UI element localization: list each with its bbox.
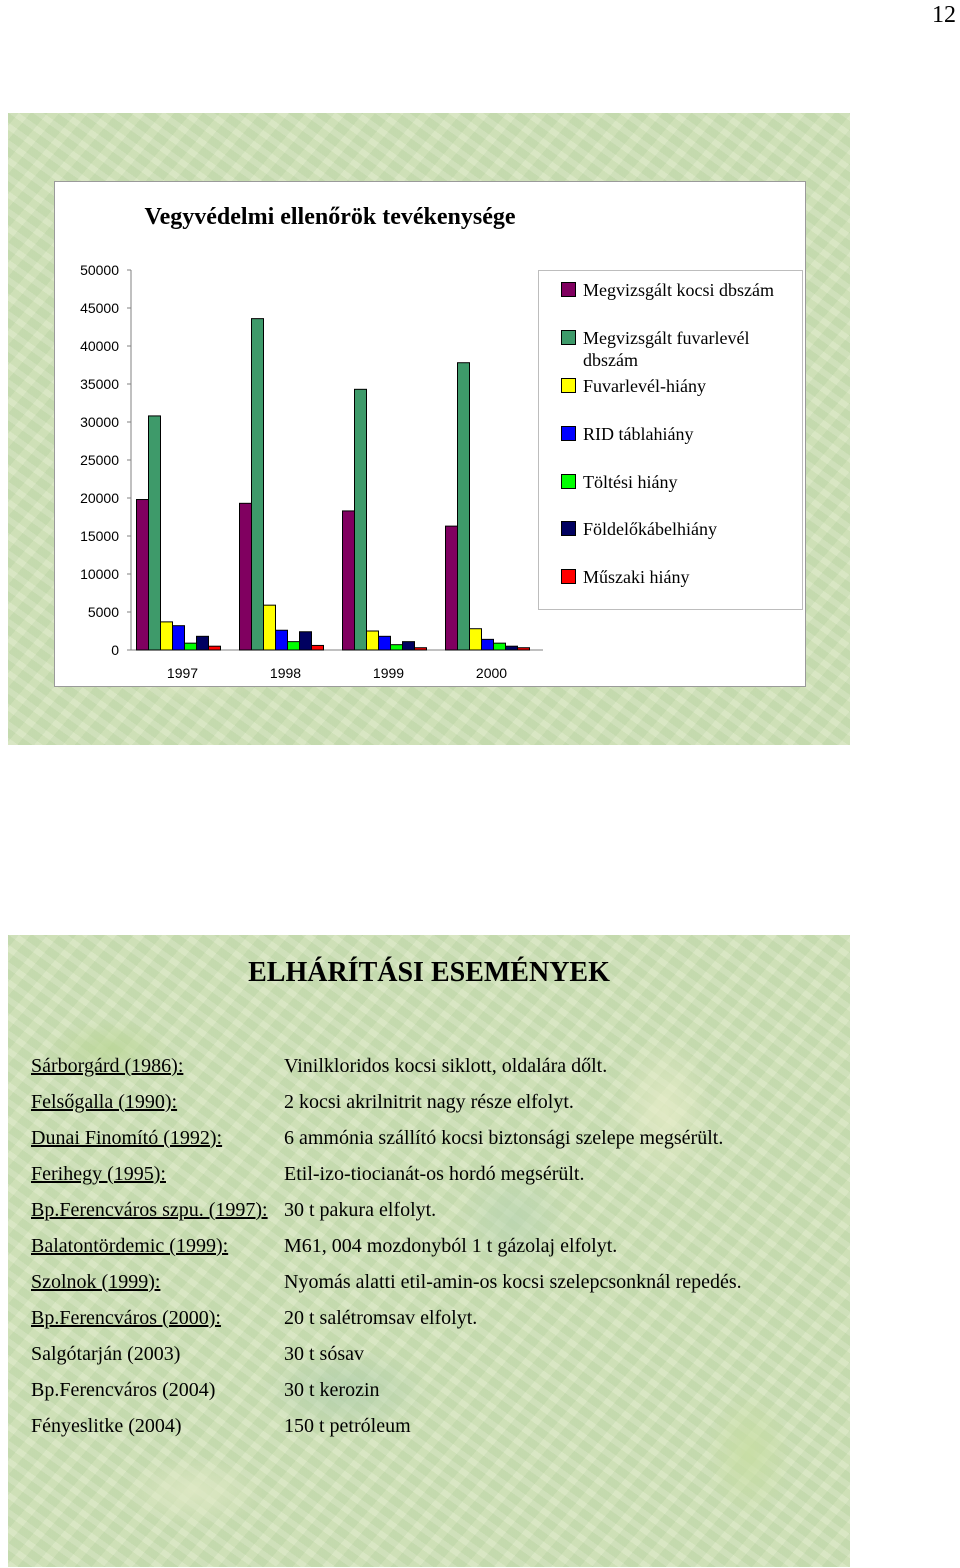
y-tick-label: 35000 [80, 376, 119, 392]
y-tick-label: 20000 [80, 490, 119, 506]
bar [355, 389, 367, 650]
y-tick-label: 30000 [80, 414, 119, 430]
event-place: Felsőgalla (1990): [31, 1091, 178, 1113]
page-number: 12 [932, 2, 956, 28]
x-tick-label: 1999 [372, 665, 405, 681]
bar [312, 645, 324, 650]
bar [343, 511, 355, 650]
bar [149, 416, 161, 650]
event-description: Nyomás alatti etil-amin-os kocsi szelepcsonknál repedés. [284, 1271, 742, 1293]
event-place: Bp.Ferencváros szpu. (1997): [31, 1199, 268, 1221]
bar [379, 636, 391, 650]
chart-title: Vegyvédelmi ellenőrök tevékenysége [144, 204, 516, 230]
bar [185, 643, 197, 650]
chart-legend [538, 270, 803, 610]
bar [240, 503, 252, 650]
event-place: Szolnok (1999): [31, 1271, 161, 1293]
event-description: 20 t salétromsav elfolyt. [284, 1307, 478, 1329]
event-description: Vinilkloridos kocsi siklott, oldalára dőlt. [284, 1055, 608, 1077]
event-place: Ferihegy (1995): [31, 1163, 166, 1185]
bar [209, 646, 221, 650]
event-description: M61, 004 mozdonyból 1 t gázolaj elfolyt. [284, 1235, 618, 1257]
y-tick-label: 10000 [80, 566, 119, 582]
event-description: 6 ammónia szállító kocsi biztonsági szelepe megsérült. [284, 1127, 724, 1149]
y-tick-label: 0 [111, 642, 119, 658]
legend-label: Műszaki hiány [583, 567, 690, 587]
chart-slide [8, 113, 850, 745]
bar [252, 319, 264, 650]
x-tick-label: 2000 [475, 665, 508, 681]
legend-label: Fuvarlevél-hiány [583, 376, 706, 396]
legend-label: Megvizsgált kocsi dbszám [583, 280, 774, 300]
events-slide [8, 935, 850, 1567]
bar [197, 636, 209, 650]
legend-swatch [561, 569, 576, 584]
bar [367, 631, 379, 650]
event-place: Salgótarján (2003) [31, 1343, 181, 1365]
y-tick-label: 5000 [87, 604, 119, 620]
bar [446, 526, 458, 650]
bar [494, 643, 506, 650]
legend-swatch [561, 474, 576, 489]
event-description: Etil-izo-tiocianát-os hordó megsérült. [284, 1163, 585, 1185]
event-description: 2 kocsi akrilnitrit nagy része elfolyt. [284, 1091, 574, 1113]
events-title: ELHÁRÍTÁSI ESEMÉNYEK [248, 957, 610, 988]
x-tick-label: 1997 [166, 665, 199, 681]
x-tick-label: 1998 [269, 665, 302, 681]
bar [137, 500, 149, 650]
bar [264, 605, 276, 650]
bar [482, 639, 494, 650]
bar [458, 363, 470, 650]
legend-swatch [561, 378, 576, 393]
legend-label: Töltési hiány [583, 472, 678, 492]
y-tick-label: 50000 [80, 262, 119, 278]
bar [300, 632, 312, 650]
y-tick-label: 25000 [80, 452, 119, 468]
event-description: 30 t sósav [284, 1343, 364, 1365]
event-place: Balatontördemic (1999): [31, 1235, 229, 1257]
event-description: 30 t kerozin [284, 1379, 380, 1401]
event-place: Dunai Finomító (1992): [31, 1127, 223, 1149]
event-place: Bp.Ferencváros (2004) [31, 1379, 216, 1401]
legend-swatch [561, 282, 576, 297]
legend-label: RID táblahiány [583, 424, 694, 444]
bar [161, 622, 173, 650]
y-tick-label: 40000 [80, 338, 119, 354]
legend-label: Földelőkábelhiány [583, 519, 717, 539]
legend-swatch [561, 521, 576, 536]
bar [470, 629, 482, 650]
bar [173, 626, 185, 650]
bar [518, 648, 530, 650]
y-tick-label: 45000 [80, 300, 119, 316]
event-place: Fényeslitke (2004) [31, 1415, 182, 1437]
bar [403, 642, 415, 650]
bar [391, 645, 403, 650]
event-place: Bp.Ferencváros (2000): [31, 1307, 221, 1329]
y-tick-label: 15000 [80, 528, 119, 544]
event-place: Sárborgárd (1986): [31, 1055, 184, 1077]
legend-label: Megvizsgált fuvarlevél dbszám [583, 328, 750, 370]
event-description: 30 t pakura elfolyt. [284, 1199, 437, 1221]
bar [506, 646, 518, 650]
legend-swatch [561, 330, 576, 345]
legend-swatch [561, 426, 576, 441]
bar [276, 630, 288, 650]
event-description: 150 t petróleum [284, 1415, 411, 1437]
bar [415, 648, 427, 650]
bar [288, 642, 300, 650]
chart-panel [54, 181, 806, 687]
